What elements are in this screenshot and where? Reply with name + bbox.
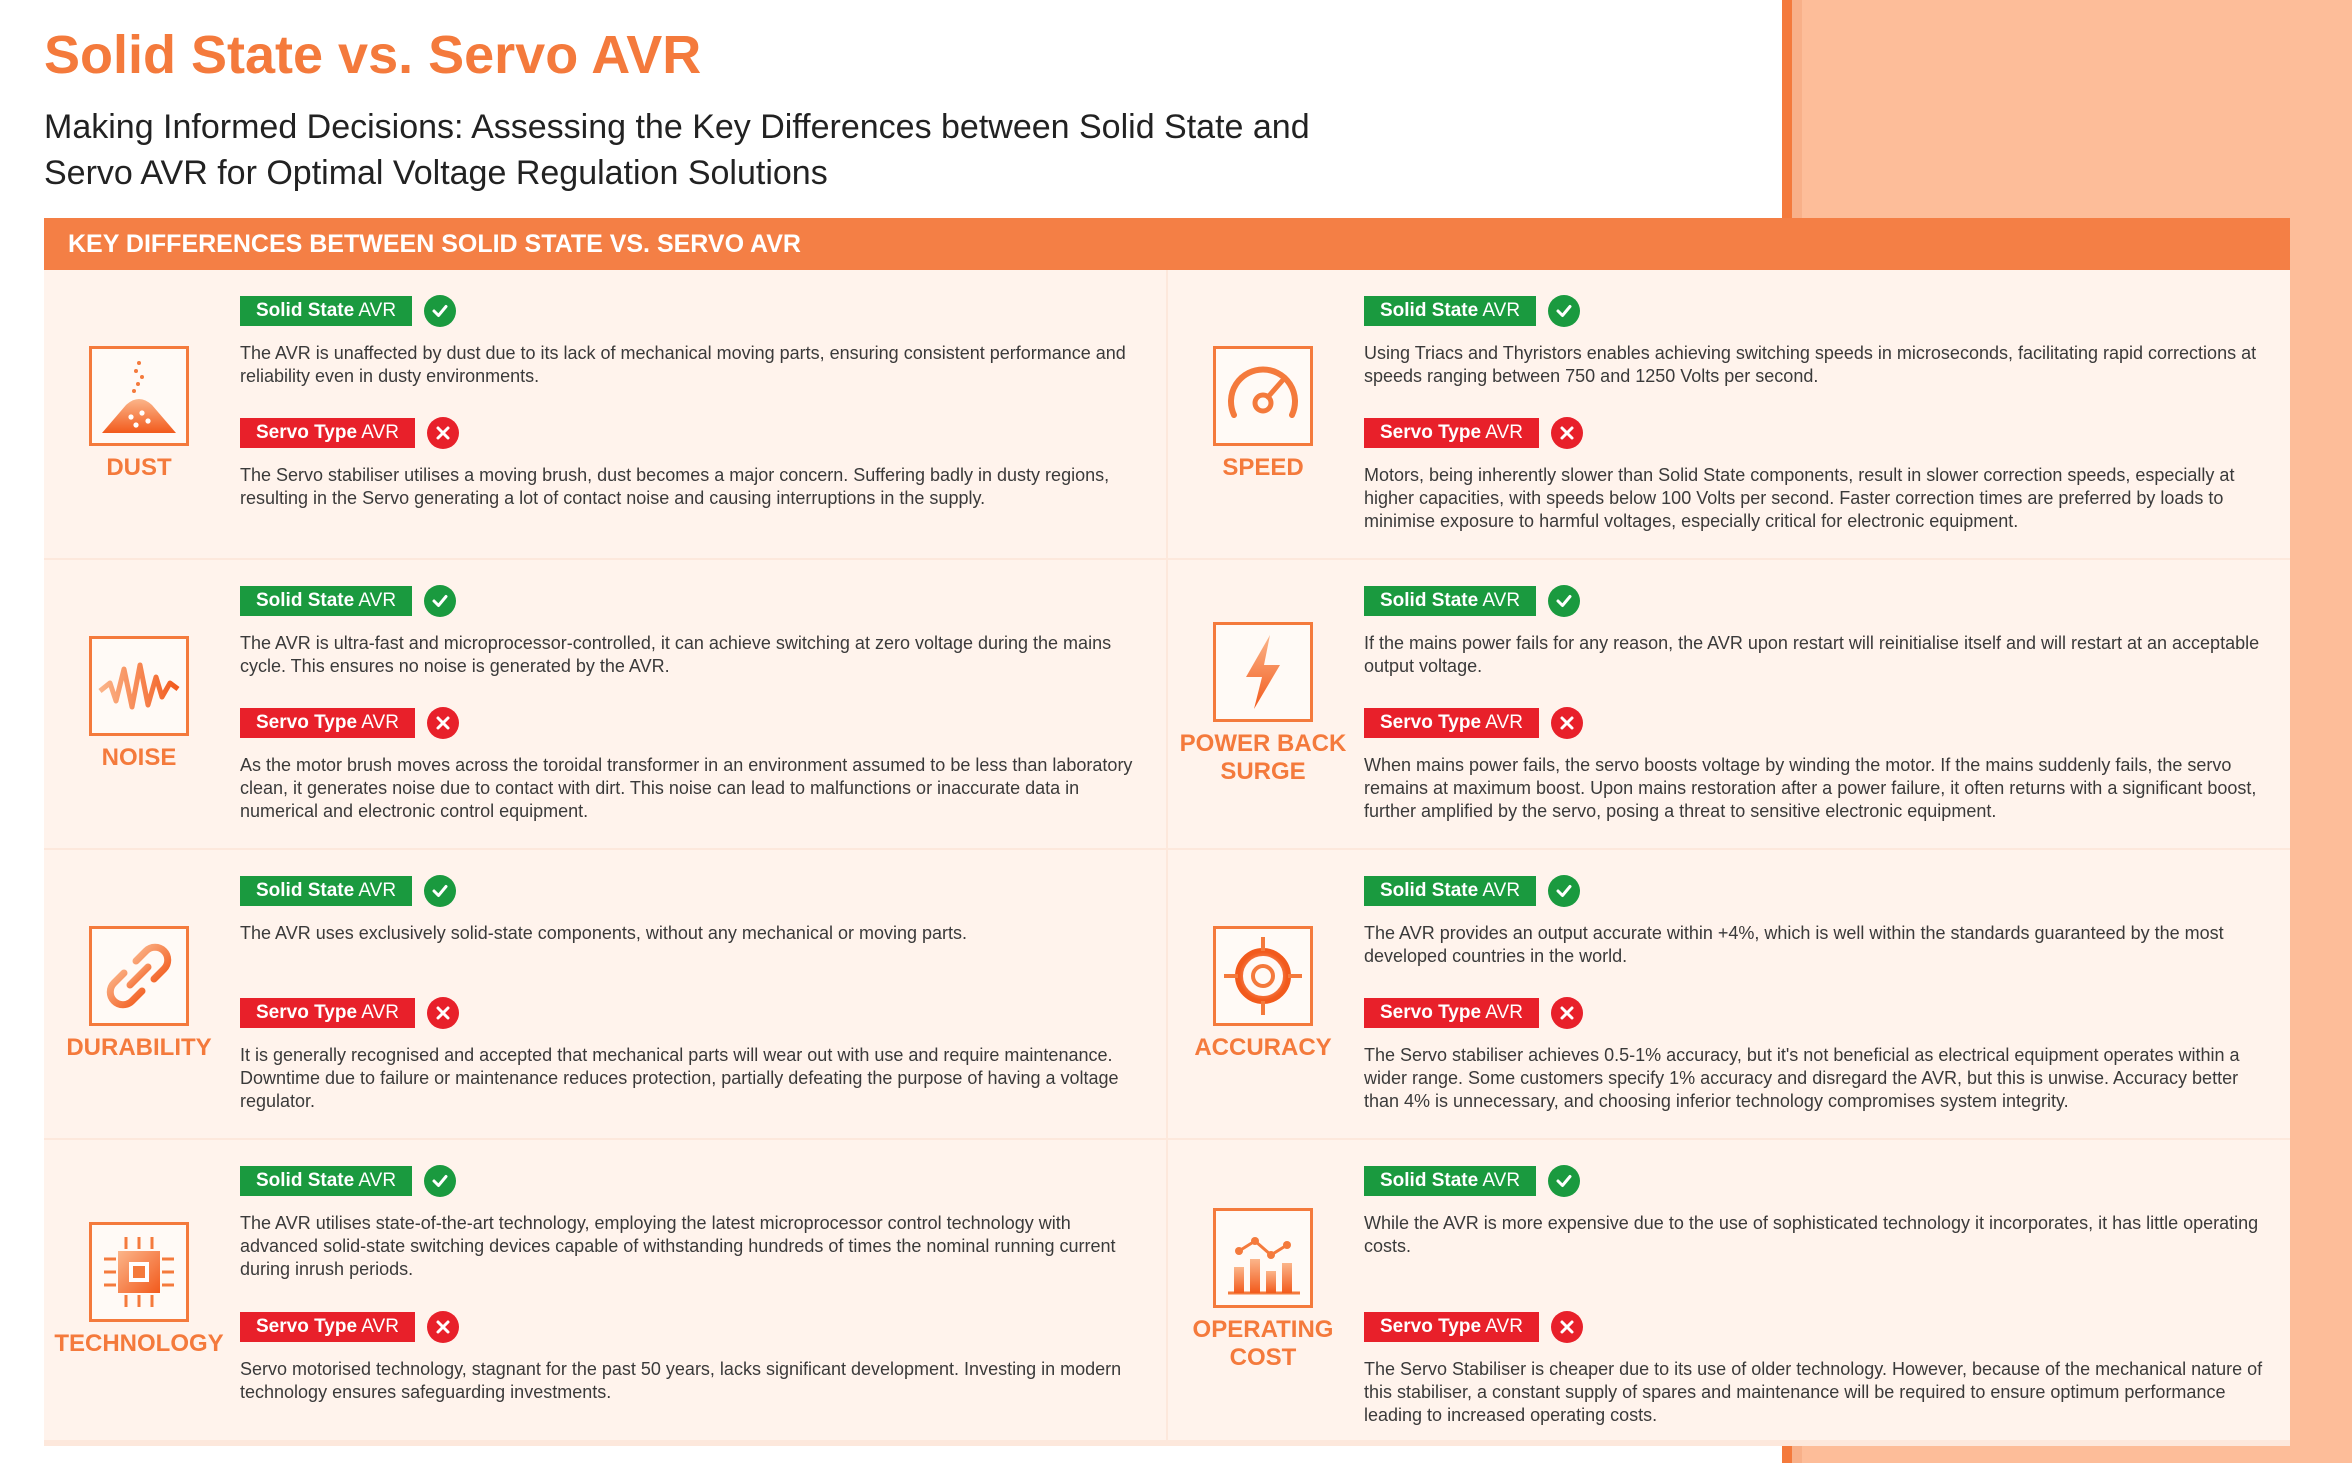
solid-state-badge-row (240, 584, 1150, 618)
servo-type-description: Servo motorised technology, stagnant for the past 50 years, lacks significant development. Investing in modern technology ensures safeguarding investments. (240, 1359, 1122, 1402)
solid-state-badge (240, 876, 412, 906)
solid-state-badge-bold: Solid State (256, 1170, 355, 1191)
servo-type-badge (1364, 418, 1539, 448)
feature-label: POWER BACK SURGE (1179, 730, 1347, 785)
servo-type-block (1364, 996, 2274, 1113)
solid-state-badge (1364, 1166, 1536, 1196)
servo-type-block (1364, 1310, 2274, 1427)
servo-type-description: The Servo stabiliser achieves 0.5-1% accuracy, but it's not beneficial as electrical equipment operates within a wider range. Some customers specify 1% accuracy and disregard the AVR, but this is unwise. Accuracy better than 4% is unnecessary, and choosing inferior technology compromises system integrity. (1364, 1045, 2240, 1111)
feature-label-block (44, 270, 234, 558)
servo-type-badge (240, 1312, 415, 1342)
solid-state-badge-bold: Solid State (1380, 880, 1479, 901)
section-heading: KEY DIFFERENCES BETWEEN SOLID STATE VS. SERVO AVR (44, 218, 2290, 270)
servo-type-badge-bold: Servo Type (1380, 1316, 1482, 1337)
feature-label-block (1168, 850, 1358, 1138)
servo-type-badge-bold: Servo Type (256, 712, 358, 733)
servo-type-description: It is generally recognised and accepted that mechanical parts will wear out with use and require maintenance. Downtime due to failure or maintenance reduces protection, partially defeating the purpose of having a voltage regulator. (240, 1045, 1119, 1111)
check-icon (1548, 875, 1580, 907)
feature-label-block (44, 850, 234, 1138)
solid-state-badge-row (1364, 1164, 2274, 1198)
servo-type-block (240, 706, 1150, 823)
solid-state-badge-row (240, 1164, 1150, 1198)
solid-state-badge (240, 296, 412, 326)
servo-type-badge-bold: Servo Type (1380, 712, 1482, 733)
cross-icon (427, 1311, 459, 1343)
feature-label: DUST (106, 454, 172, 481)
feature-label: OPERATING COST (1192, 1316, 1334, 1371)
servo-type-badge-row (1364, 996, 2274, 1030)
solid-state-badge-bold: Solid State (1380, 1170, 1479, 1191)
servo-type-badge-suffix: AVR (361, 712, 399, 733)
servo-type-badge-row (240, 706, 1150, 740)
check-icon (424, 585, 456, 617)
feature-label-block (1168, 270, 1358, 558)
solid-state-badge-suffix: AVR (1482, 590, 1521, 611)
feature-cell-accuracy (1168, 850, 2290, 1138)
feature-cell-noise (44, 560, 1166, 848)
servo-type-badge-row (240, 416, 1150, 450)
servo-type-badge-bold: Servo Type (256, 1002, 358, 1023)
solid-state-block (240, 294, 1150, 388)
servo-type-badge (1364, 1312, 1539, 1342)
cross-icon (1551, 707, 1583, 739)
solid-state-badge (1364, 586, 1536, 616)
servo-type-badge-bold: Servo Type (256, 1316, 358, 1337)
servo-type-block (1364, 706, 2274, 823)
solid-state-badge-suffix: AVR (1482, 1170, 1521, 1191)
feature-cell-power-back-surge (1168, 560, 2290, 848)
check-icon (424, 875, 456, 907)
feature-label-block (1168, 1140, 1358, 1440)
solid-state-badge-row (240, 874, 1150, 908)
solid-state-badge-row (1364, 874, 2274, 908)
dust-pile-icon (89, 346, 189, 446)
solid-state-block (1364, 1164, 2274, 1258)
page-title: Solid State vs. Servo AVR (44, 25, 702, 85)
servo-type-badge-row (1364, 1310, 2274, 1344)
cross-icon (1551, 417, 1583, 449)
cross-icon (1551, 997, 1583, 1029)
servo-type-badge-bold: Servo Type (1380, 1002, 1482, 1023)
comparison-grid (44, 270, 2290, 1446)
servo-type-description: The Servo Stabiliser is cheaper due to its use of older technology. However, because of the mechanical nature of this stabiliser, a constant supply of spares and maintenance will be required to ensure optimum performance leading to increased operating costs. (1364, 1359, 2263, 1425)
servo-type-badge-suffix: AVR (1485, 1002, 1523, 1023)
solid-state-block (1364, 294, 2274, 388)
noise-wave-icon (89, 636, 189, 736)
check-icon (424, 1165, 456, 1197)
solid-state-description: Using Triacs and Thyristors enables achieving switching speeds in microseconds, facilitating rapid corrections at speeds ranging between 750 and 1250 Volts per second. (1364, 343, 2257, 386)
solid-state-badge-bold: Solid State (256, 590, 355, 611)
speedometer-icon (1213, 346, 1313, 446)
cross-icon (427, 707, 459, 739)
servo-type-badge (240, 418, 415, 448)
solid-state-description: While the AVR is more expensive due to the use of sophisticated technology it incorporates, it has little operating costs. (1364, 1213, 2259, 1256)
solid-state-badge-row (1364, 584, 2274, 618)
solid-state-badge-suffix: AVR (358, 1170, 397, 1191)
servo-type-badge (1364, 708, 1539, 738)
feature-label: TECHNOLOGY (54, 1330, 224, 1357)
servo-type-description: Motors, being inherently slower than Solid State components, result in slower correction speeds, especially at higher capacities, with speeds below 100 Volts per second. Faster correction times are preferred by loads to minimise exposure to harmful voltages, especially critical for electronic equipment. (1364, 465, 2235, 531)
lightning-bolt-icon (1213, 622, 1313, 722)
solid-state-description: The AVR provides an output accurate within +4%, which is well within the standards guaranteed by the most developed countries in the world. (1364, 923, 2224, 966)
servo-type-badge-suffix: AVR (361, 1316, 399, 1337)
solid-state-block (240, 1164, 1150, 1281)
solid-state-badge (240, 1166, 412, 1196)
feature-label-block (44, 560, 234, 848)
servo-type-description: As the motor brush moves across the toroidal transformer in an environment assumed to be less than laboratory clean, it generates noise due to contact with dirt. This noise can lead to malfunctions or inaccurate data in numerical and electronic control equipment. (240, 755, 1133, 821)
chain-link-icon (89, 926, 189, 1026)
solid-state-description: The AVR utilises state-of-the-art technology, employing the latest microprocessor control technology with advanced solid-state switching devices capable of withstanding hundreds of times the nominal running current during inrush periods. (240, 1213, 1116, 1279)
solid-state-block (240, 874, 1150, 945)
solid-state-badge-suffix: AVR (1482, 300, 1521, 321)
feature-label: ACCURACY (1194, 1034, 1332, 1061)
solid-state-badge-row (1364, 294, 2274, 328)
solid-state-badge-bold: Solid State (1380, 590, 1479, 611)
feature-cell-technology (44, 1140, 1166, 1440)
solid-state-badge-bold: Solid State (256, 880, 355, 901)
feature-cell-speed (1168, 270, 2290, 558)
check-icon (1548, 585, 1580, 617)
cross-icon (427, 417, 459, 449)
solid-state-block (1364, 584, 2274, 678)
feature-cell-durability (44, 850, 1166, 1138)
solid-state-description: If the mains power fails for any reason, the AVR upon restart will reinitialise itself and will restart at an acceptable output voltage. (1364, 633, 2260, 676)
solid-state-badge (240, 586, 412, 616)
microchip-icon (89, 1222, 189, 1322)
servo-type-description: The Servo stabiliser utilises a moving brush, dust becomes a major concern. Suffering badly in dusty regions, resulting in the Servo generating a lot of contact noise and causing interruptions in the supply. (240, 465, 1110, 508)
servo-type-badge-suffix: AVR (1485, 1316, 1523, 1337)
servo-type-badge-row (240, 996, 1150, 1030)
solid-state-badge-suffix: AVR (358, 880, 397, 901)
servo-type-description: When mains power fails, the servo boosts voltage by winding the motor. If the mains suddenly fails, the servo remains at maximum boost. Upon mains restoration after a power failure, it often returns with a significant boost, further amplified by the servo, posing a threat to sensitive electronic equipment. (1364, 755, 2257, 821)
servo-type-badge-row (1364, 706, 2274, 740)
servo-type-block (240, 1310, 1150, 1404)
solid-state-badge (1364, 876, 1536, 906)
servo-type-badge-suffix: AVR (1485, 422, 1523, 443)
servo-type-block (1364, 416, 2274, 533)
feature-label: SPEED (1222, 454, 1304, 481)
servo-type-badge-suffix: AVR (1485, 712, 1523, 733)
servo-type-badge-suffix: AVR (361, 1002, 399, 1023)
servo-type-badge-row (1364, 416, 2274, 450)
solid-state-description: The AVR uses exclusively solid-state components, without any mechanical or moving parts. (240, 923, 968, 943)
feature-cell-operating-cost (1168, 1140, 2290, 1440)
check-icon (1548, 295, 1580, 327)
servo-type-badge-bold: Servo Type (256, 422, 358, 443)
solid-state-badge-suffix: AVR (1482, 880, 1521, 901)
servo-type-badge-bold: Servo Type (1380, 422, 1482, 443)
solid-state-badge-suffix: AVR (358, 300, 397, 321)
cross-icon (427, 997, 459, 1029)
servo-type-badge (240, 708, 415, 738)
solid-state-badge-row (240, 294, 1150, 328)
feature-label: NOISE (101, 744, 177, 771)
feature-label-block (1168, 560, 1358, 848)
cost-chart-icon (1213, 1208, 1313, 1308)
servo-type-badge-suffix: AVR (361, 422, 399, 443)
feature-label: DURABILITY (66, 1034, 212, 1061)
servo-type-badge (240, 998, 415, 1028)
cross-icon (1551, 1311, 1583, 1343)
solid-state-badge-bold: Solid State (256, 300, 355, 321)
check-icon (1548, 1165, 1580, 1197)
servo-type-block (240, 996, 1150, 1113)
check-icon (424, 295, 456, 327)
solid-state-block (240, 584, 1150, 678)
solid-state-badge-bold: Solid State (1380, 300, 1479, 321)
target-crosshair-icon (1213, 926, 1313, 1026)
servo-type-badge (1364, 998, 1539, 1028)
solid-state-block (1364, 874, 2274, 968)
feature-cell-dust (44, 270, 1166, 558)
page-subtitle: Making Informed Decisions: Assessing the Key Differences between Solid State and Servo AVR for Optimal Voltage Regulation Solutions (44, 108, 1310, 192)
solid-state-badge-suffix: AVR (358, 590, 397, 611)
solid-state-description: The AVR is ultra-fast and microprocessor-controlled, it can achieve switching at zero voltage during the mains cycle. This ensures no noise is generated by the AVR. (240, 633, 1112, 676)
feature-label-block (44, 1140, 234, 1440)
servo-type-block (240, 416, 1150, 510)
servo-type-badge-row (240, 1310, 1150, 1344)
solid-state-description: The AVR is unaffected by dust due to its lack of mechanical moving parts, ensuring consistent performance and reliability even in dusty environments. (240, 343, 1126, 386)
solid-state-badge (1364, 296, 1536, 326)
